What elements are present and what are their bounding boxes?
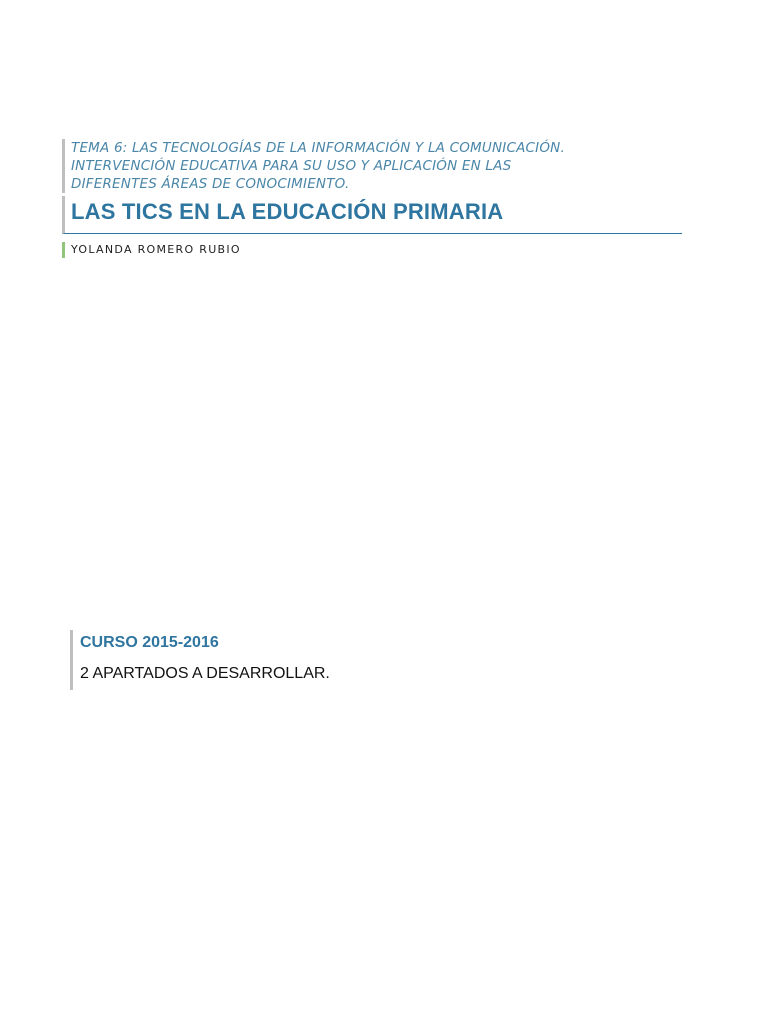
subtitle-block <box>62 139 691 193</box>
subtitle-line-3: DIFERENTES ÁREAS DE CONOCIMIENTO. <box>71 176 350 192</box>
document-title: LAS TICS EN LA EDUCACIÓN PRIMARIA <box>71 199 504 224</box>
author-name: YOLANDA ROMERO RUBIO <box>71 243 241 256</box>
subtitle-line-1: TEMA 6: LAS TECNOLOGÍAS DE LA INFORMACIÓN Y LA COMUNICACIÓN. <box>71 140 565 156</box>
subtitle-line-2: INTERVENCIÓN EDUCATIVA PARA SU USO Y APLICACIÓN EN LAS <box>71 158 512 174</box>
title-block <box>62 196 682 234</box>
course-year: CURSO 2015-2016 <box>80 634 219 651</box>
sections-note: 2 APARTADOS A DESARROLLAR. <box>80 665 330 682</box>
author-block <box>62 242 241 258</box>
course-block <box>70 630 330 690</box>
